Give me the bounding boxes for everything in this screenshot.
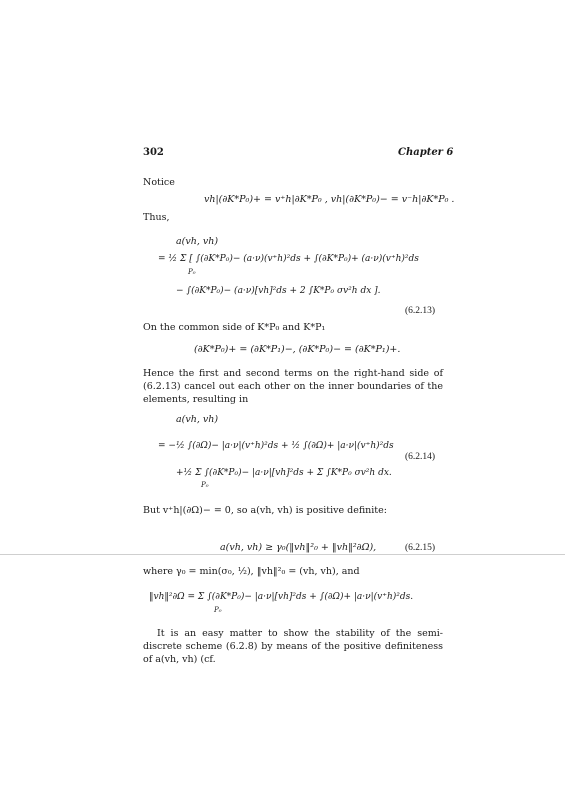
equation-positive-definite: a(vh, vh) ≥ γ₀(‖vh‖²₀ + ‖vh‖²∂Ω), — [220, 542, 377, 553]
equation-6-2-13-line2: − ∫(∂K*P₀)− (a·ν)[vh]²ds + 2 ∫K*P₀ σv²h dx ]. — [176, 286, 381, 296]
equation-6-2-13-line1: = ½ Σ [ ∫(∂K*P₀)− (a·ν)(v⁺h)²ds + ∫(∂K*P₀)+ (a·ν)(v⁺h)²ds — [158, 254, 419, 264]
equation-notice: vh|(∂K*P₀)+ = v⁺h|∂K*P₀ , vh|(∂K*P₀)− = v⁻h|∂K*P₀ . — [204, 194, 455, 205]
equation-number-6-2-14: (6.2.14) — [405, 452, 436, 462]
equation-6-2-14-line1: = −½ ∫(∂Ω)− |a·ν|(v⁺h)²ds + ½ ∫(∂Ω)+ |a·ν|(v⁺h)²ds — [158, 441, 394, 451]
equation-number-6-2-13: (6.2.13) — [405, 306, 436, 316]
but-text: But v⁺h|(∂Ω)− = 0, so a(vh, vh) is positive definite: — [143, 505, 387, 516]
common-side-text: On the common side of K*P₀ and K*P₁ — [143, 322, 326, 333]
equation-6-2-14-sum-sub: P₀ — [201, 481, 209, 489]
equation-norm-sum-sub: P₀ — [214, 606, 222, 614]
equation-number-6-2-15: (6.2.15) — [405, 543, 436, 553]
equation-norm: ‖vh‖²∂Ω = Σ ∫(∂K*P₀)− |a·ν|[vh]²ds + ∫(∂Ω)+ |a·ν|(v⁺h)²ds. — [149, 592, 414, 602]
equation-6-2-14-lhs: a(vh, vh) — [176, 414, 219, 425]
equation-6-2-14-line2: +½ Σ ∫(∂K*P₀)− |a·ν|[vh]²ds + Σ ∫K*P₀ σv²h dx. — [176, 468, 392, 478]
thus-text: Thus, — [143, 212, 170, 223]
page-number: 302 — [143, 147, 164, 158]
equation-6-2-13-sum-sub: P₀ — [188, 268, 196, 276]
notice-text: Notice — [143, 177, 175, 188]
where-text: where γ₀ = min(σ₀, ½), ‖vh‖²₀ = (vh, vh), and — [143, 566, 360, 577]
equation-common-side: (∂K*P₀)+ = (∂K*P₁)−, (∂K*P₀)− = (∂K*P₁)+. — [194, 344, 401, 355]
final-paragraph: It is an easy matter to show the stability of the semi-discrete scheme (6.2.8) by means of the positive definiteness of a(vh, vh) (cf. — [143, 628, 443, 665]
chapter-title: Chapter 6 — [398, 147, 454, 158]
equation-6-2-13-lhs: a(vh, vh) — [176, 236, 219, 247]
hence-paragraph: Hence the first and second terms on the right-hand side of (6.2.13) cancel out each other on the inner boundaries of the elements, resulting in — [143, 368, 443, 405]
